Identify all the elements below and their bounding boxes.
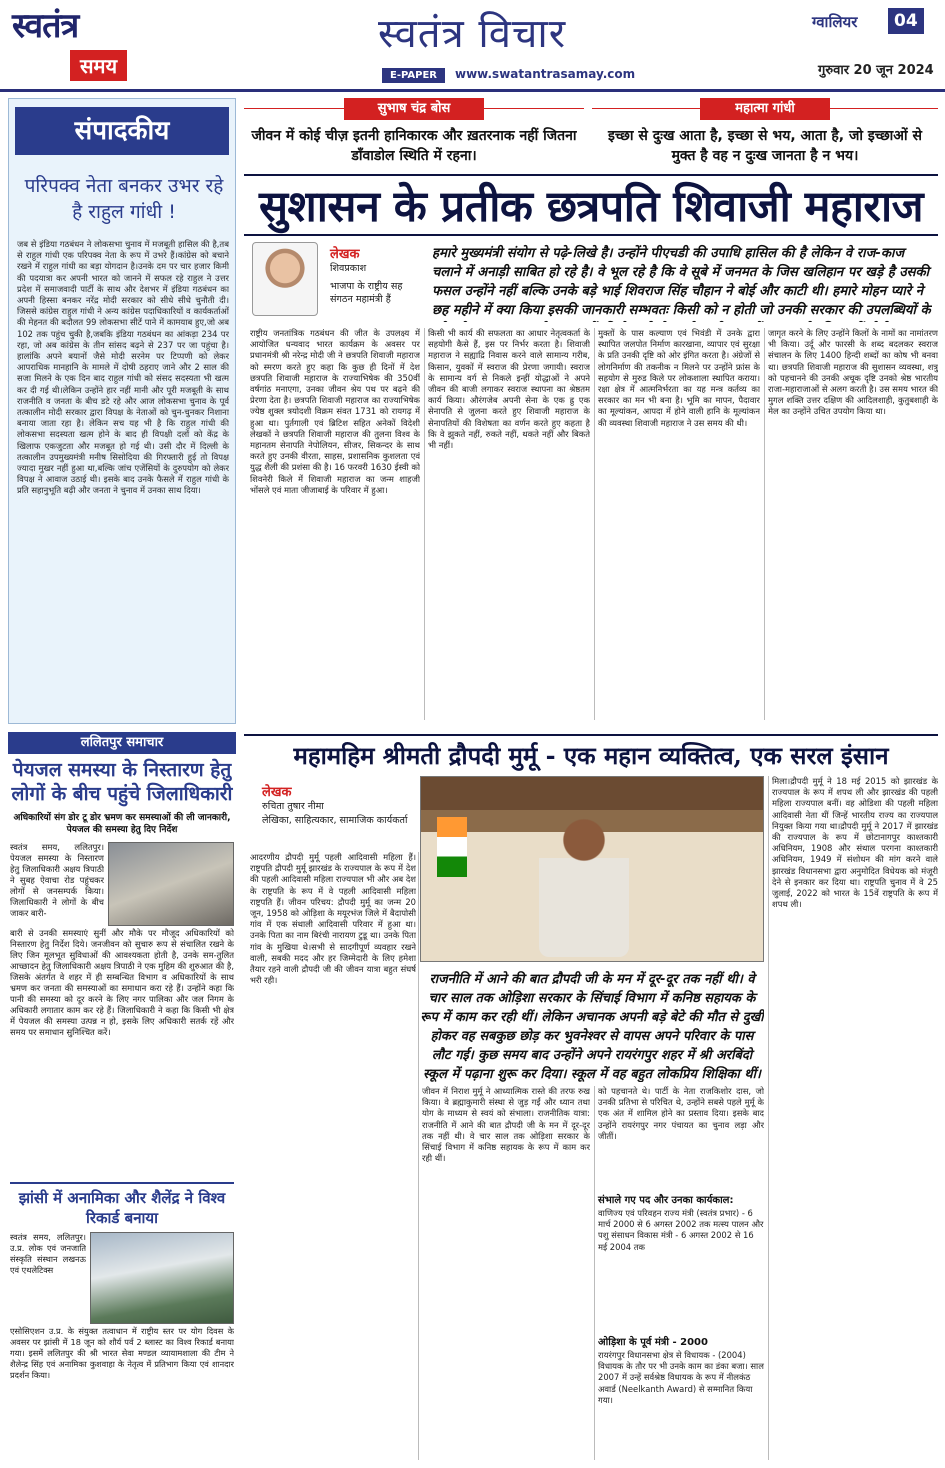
column-divider (418, 852, 419, 1460)
author-label: लेखक (262, 785, 292, 800)
offices-held-heading: संभाले गए पद और उनका कार्यकाल: (598, 1195, 734, 1206)
local-news-photo (108, 842, 234, 926)
newspaper-logo[interactable] (12, 6, 137, 86)
editorial-headline[interactable]: परिपक्व नेता बनकर उभर रहे है राहुल गांधी ! (24, 175, 224, 223)
editorial-body: जब से इंडिया गठबंधन ने लोकसभा चुनाव में मजबूती हासिल की है,तब से राहुल गांधी एक परिपक्व नेता के रूप में उभरे हैं।कांग्रेस को बचाने रखने में राहुल गांधी का बड़ा योगदान है।उनके दम पर चार हजार किमी की पदयात्रा कर अपनी भारत को जानने में सफल रहे राहुल ने उत्तर प्रदेश में समाजवादी पार्टी के साथ और देशभर में इंडिया गठबंधन का अपनी हिस्सा बनकर नरेंद्र मोदी सरकार को सीधे सीधे चुनौती दी। जिससे कांग्रेस राहुल गांधी ने अन्य कांग्रेस पदाधिकारियों व कार्यकर्ताओं की मेहनत की बदौलत 99 लोकसभा सीटें पाने में कामयाब हुए,जो अब 102 तक पहुंच चुकी है,जबकि इंडिया गठबंधन का आंकड़ा 234 पर रहा, जो अब कांग्रेस के तीन सांसद बढ़ने से 237 पर जा पहुंचा है।हालांकि अपने बयानों जैसे मोदी सरनेम पर टिप्पणी को लेकर आपराधिक मानहानि के मामले में दोषी ठहराए जाने और 2 साल की सजा मिलने के एक दिन बाद राहुल गांधी को संसद सदस्यता भी खत्म कर दी गई थी।लेकिन उन्होंने हार नहीं मानी और पूरी मजबूती के साथ राजनीति व जनता के बीच डटे रहे और आज लोकसभा चुनाव के पूर्व तत्कालीन मोदी सरकार द्वारा विपक्ष के नेताओं को चुन-चुनकर निशाना बनाया जाता रहा है। लेकिन सच यह भी है कि राहुल गांधी की लोकसभा सदस्यता खत्म होने के बाद ही विपक्षी दलों को केंद्र के खिलाफ एकजुटता और मजबूत हो गई थी। उसी दौर में दिल्ली के तत्कालीन उपमुख्यमंत्री मनीष सिसोदिया की गिरफ्तारी हुई तो विपक्ष ज्यादा मुखर नहीं हुआ था,बल्कि जांच एजेंसियों के दुरुपयोग को लेकर विपक्ष ने आवाज उठाई थी। इसके बाद उनके फैसले में राहुल गांधी के प्रति सहानुभूति बढ़ी और जनता ने चुनाव में उनका साथ दिया। (17, 239, 229, 496)
author-role: लेखिका, साहित्यकार, सामाजिक कार्यकर्ता (262, 815, 408, 826)
column-divider (768, 776, 769, 1460)
quote-text: जीवन में कोई चीज़ इतनी हानिकारक और ख़तरनाक नहीं जितना डाँवाडोल स्थिति में रहना। (251, 128, 577, 164)
murmu-article-column-4: मिला।द्रौपदी मुर्मू ने 18 मई 2015 को झारखंड के राज्यपाल के रूप में शपथ ली और झारखंड की पहली महिला राज्यपाल बनीं। वह ओडिशा की पहली महिला आदिवासी नेता थीं जिन्हें भारतीय राज्य का राज्यपाल नियुक्त किया गया था।द्रौपदी मुर्मू ने 2017 में झारखंड की राज्यपाल के रूप में छोटानागपुर काश्तकारी अधिनियम, 1908 और संथाल परगना काश्तकारी अधिनियम, 1949 में संशोधन की मांग करने वाले झारखंड विधानसभा द्वारा अनुमोदित विधेयक को मंजूरी देने से इनकार कर दिया था। राष्ट्रपति चुनाव में वे 25 जुलाई, 2022 को भारत के 15वें राष्ट्रपति के रूप में शपथ ली। (772, 776, 938, 910)
quote-author: सुभाष चंद्र बोस (344, 98, 484, 120)
local-news-body: बारी से उनकी समस्याएं सुनीं और मौके पर मौजूद अधिकारियों को निस्तारण हेतु निर्देश दिये। जनजीवन को सुचारु रूप से संचालित रखने के लिए जिन मूलभूत सुविधाओं की आवश्यकता होती है, उनके सम-तुलित आच्छादन हेतु जिलाधिकारी अक्षय त्रिपाठी ने एक मुहिम की शुरुआत की है, जिसके अंतर्गत वे शहर में ही सम्बन्धित विभाग व अधिकारियों के साथ भ्रमण कर जनता की समस्याओं का समाधान करा रहे हैं। उन्होंने कहा कि पानी की समस्या को दूर करने के लिए नगर पालिका और जल निगम के अधिकारी लगातार काम कर रहे हैं। जिलाधिकारी ने कहा कि किसी भी क्षेत्र में पेयजल की समस्या उत्पन्न न हो, इसके लिए अधिकारी सतर्क रहें और समय पर समाधान सुनिश्चित करें। (10, 928, 234, 1037)
quote-text: इच्छा से दुःख आता है, इच्छा से भय, आता है, जो इच्छाओं से मुक्त है वह न दुःख जानता है न भय। (608, 128, 922, 164)
logo-text-bottom: समय (70, 50, 127, 81)
author-avatar (252, 242, 318, 316)
quote-author: महात्मा गांधी (700, 98, 830, 120)
portrait-figure (539, 807, 629, 957)
shivaji-article-column-2: किसी भी कार्य की सफलता का आधार नेतृत्वकर्ता के सहयोगी कैसे हैं, इस पर निर्भर करता है। शिवाजी महाराज ने सह्याद्रि निवास करने वाले सामान्य गरीब, किसान, युवकों में स्वराज की प्रेरणा जगायी। स्वराज के सामान्य वर्ग से निकले इन्हीं योद्धाओं ने अपने जीवन की बाजी लगाकर स्वराज स्थापना का श्रेष्ठतम कार्य किया। औरंगजेब अपनी सेना के एक ह्रु एक सेनापति से जुलना करते हुए शिवाजी महाराज के सेनापतियों की विशेषता का वर्णन करते हुए कहता है कि वे झुकते नहीं, रुकते नहीं, थकते नहीं और बिकते भी नहीं। (428, 328, 590, 451)
local-news-body-intro: स्वतंत्र समय, ललितपुर। पेयजल समस्या के निस्तारण हेतु जिलाधिकारी अक्षय त्रिपाठी ने सुबह ऐवाचा रोड पहुंचकर लोगों से जनसम्पर्क किया। जिलाधिकारी ने लोगों के बीच जाकर बारी- (10, 842, 104, 918)
local-news-section-title: ललितपुर समाचार (8, 732, 236, 754)
page-number: 04 (888, 8, 924, 34)
murmu-article-column-2: जीवन में निराश मुर्मू ने आध्यात्मिक रास्ते की तरफ रुख किया। वे ब्रह्माकुमारी संस्था से जुड़ गईं और ध्यान तथा योग के माध्यम से स्वयं को संभाला। राजनीतिक यात्रा: राजनीति में आने की बात द्रौपदी जी के मन में दूर-दूर तक नहीं थी। वे चार साल तक ओड़िशा सरकार के सिंचाई विभाग में कनिष्ठ सहायक के रूप में काम कर रही थीं। (422, 1086, 590, 1164)
column-divider (764, 328, 765, 720)
editorial-section-title: संपादकीय (15, 107, 229, 155)
editorial-panel (8, 98, 236, 724)
masthead (0, 0, 945, 92)
flag-icon (437, 817, 467, 877)
quote-block-gandhi (592, 98, 938, 170)
jhansi-news-body-intro: स्वतंत्र समय, ललितपुर। उ.प्र. लोक एवं जनजाति संस्कृति संस्थान लखनऊ एवं एथलेटिक्स (10, 1232, 86, 1275)
murmu-photo (420, 776, 764, 962)
jhansi-news-photo (90, 1232, 234, 1324)
jhansi-news-body: एसोसिएशन उ.प्र. के संयुक्त तत्वाधान में राष्ट्रीय स्तर पर योग दिवस के अवसर पर झांसी में 18 जून को शौर्य पर्व 2 ब्लास्ट का विश्व रिकार्ड बनाया गया। इसमें ललितपुर की श्री भारत सेवा मण्डल व्यायामशाला की टीम ने शैलेन्द्र सिंह एवं अनामिका कुशवाहा के नेतृत्व में प्रतिभाग किया एवं शानदार प्रदर्शन किया। (10, 1326, 234, 1380)
author-name: रुचिता तुषार नीमा (262, 801, 324, 812)
epaper-badge: E-PAPER (382, 68, 445, 83)
murmu-article-column-3: को पहचानते थे। पार्टी के नेता राजकिशोर दास, जो उनकी प्रतिभा से परिचित थे, उन्होंने सबसे पहले मुर्मू के एक अंत में शामिल होने का प्रस्ताव दिया। इसके बाद उन्होंने रायरंगपुर नगर पंचायत का चुनाव लड़ा और जीतीं। (598, 1086, 764, 1141)
shivaji-article-deck: हमारे मुख्यमंत्री संयोग से पढ़े-लिखे है। उन्होंने पीएचडी की उपाधि हासिल की है लेकिन वे राज-काज चलाने में अनाड़ी साबित हो रहे है। वे भूल रहे है कि वे सूबे में जनमत के जिस खलिहान पर खड़े है उसकी फसल उन्होंने नहीं बल्कि उनके बड़े भाई शिवराज सिंह चौहान ने बोई और काटी थी। हमारे मोहन प्यारे ने छह महीने में क्या किया इसकी जानकारी सम्भवतः किसी को न होती जो उनकी सरकार की उपलब्धियों के (432, 246, 931, 318)
column-divider (424, 328, 425, 720)
shivaji-article-headline[interactable]: सुशासन के प्रतीक छत्रपति शिवाजी महाराज (244, 174, 938, 236)
author-name: शिवप्रकाश (330, 263, 367, 274)
shivaji-article-column-4: जागृत करने के लिए उन्होंने किलों के नामों का नामांतरण भी किया। उर्दू और फारसी के शब्द बदलकर स्वराज संचालन के लिए 1400 हिन्दी शब्दों का कोष भी बनवा था। छत्रपति शिवाजी महाराज की सुशासन व्यवस्था, शत्रु को पहचानने की उनकी अचूक दृष्टि उनको श्रेष्ठ भारतीय राजा-महाराजाओं से अलग करती है। उस समय भारत की मुगल शक्ति उत्तर दक्षिण की आदिलशाही, कुतुबशाही के मेल का उन्होंने उचित उपयोग किया था। (768, 328, 938, 417)
quote-block-bose (244, 98, 584, 170)
shivaji-article-column-1: राष्ट्रीय जनतांत्रिक गठबंधन की जीत के उपलक्ष्य में आयोजित धन्यवाद भारत कार्यक्रम के अवसर पर प्रधानमंत्री श्री नरेन्द्र मोदी जी ने छत्रपति शिवाजी महाराज को स्मरण करते हुए कहा कि कुछ ही दिनों में देश छत्रपति शिवाजी महाराज के राज्याभिषेक की 350वीं वर्षगांठ मनाएगा, उनका जीवन श्रेय पथ पर बढ़ने की प्रेरणा देता है। छत्रपति शिवाजी महाराज का राज्याभिषेक ज्येष्ठ शुक्ल त्रयोदशी विक्रम संवत 1731 को रायगढ़ में हुआ था। पुर्तगाली एवं ब्रिटिश सहित अनेकों विदेशी लेखकों ने छत्रपति शिवाजी महाराज की तुलना विश्व के महानतम सेनापति नेपोलियन, सीजर, सिकन्दर के साथ करते हुए उनकी वीरता, साहस, प्रशासनिक कुशलता एवं युद्ध शैली की प्रशंसा की है। 16 फरवरी 1630 ईस्वी को शिवनेरी किले में शिवाजी महाराज का जन्म शाहजी भोंसले एवं माता जीजाबाई के परिवार में हुआ। (250, 328, 420, 495)
logo-text-top: स्वतंत्र (12, 6, 79, 46)
page-title: स्वतंत्र विचार (378, 11, 567, 57)
column-divider (594, 1086, 595, 1460)
local-news-headline[interactable]: पेयजल समस्या के निस्तारण हेतु लोगों के बीच पहुंचे जिलाधिकारी (11, 759, 233, 805)
column-divider (594, 328, 595, 720)
shivaji-article-column-3: मुक्तों के पास कल्याण एवं भिवंडी में उनके द्वारा स्थापित जलपोत निर्माण कारखाना, व्यापार एवं सुरक्षा के प्रति उनकी दृष्टि को ओर इंगित करता है। अंग्रेजों से लोगनिर्माण की तकनीक न मिलने पर उन्होंने फ्रांस के सहयोग से मुरुड किले पर लोकशाला स्थापित कराया। रक्षा क्षेत्र में आत्मनिर्भरता का यह मन्त्र कर्तव्य का सरकार का मन भी बना है। भूमि का मापन, पैदावार का मूल्यांकन, आपदा में होने वाली हानि के मूल्यांकन की व्यवस्था शिवाजी महाराज ने उस समय की थी। (598, 328, 760, 428)
odisha-minister-heading: ओड़िशा के पूर्व मंत्री - 2000 (598, 1337, 708, 1348)
murmu-article-deck: राजनीति में आने की बात द्रौपदी जी के मन में दूर-दूर तक नहीं थी। वे चार साल तक ओड़िशा सरकार के सिंचाई विभाग में कनिष्ठ सहायक के रूप में काम कर रही थीं। लेकिन अचानक अपनी बड़े बेटे की मौत से दुखी होकर वह सबकुछ छोड़ कर भुवनेश्वर से वापस अपने परिवार के पास लौट गई। कुछ समय बाद उन्होंने अपने रायरंगपुर शहर में श्री अरबिंदो स्कूल में पढ़ाना शुरू कर दिया। स्कूल में वह बहुत लोकप्रिय शिक्षिका थीं। (420, 972, 764, 1082)
author-role: भाजपा के राष्ट्रीय सह संगठन महामंत्री हैं (330, 281, 403, 305)
edition-city: ग्वालियर (812, 13, 858, 31)
offices-held-list: वाणिज्य एवं परिवहन राज्य मंत्री (स्वतंत्र प्रभार) - 6 मार्च 2000 से 6 अगस्त 2002 तक मत्स्य पालन और पशु संसाधन विकास मंत्री - 6 अगस्त 2002 से 16 मई 2004 तक (598, 1208, 764, 1252)
author-label: लेखक (330, 247, 360, 262)
local-news-subhead: अधिकारियों संग डोर टू डोर भ्रमण कर समस्याओं की ली जानकारी, पेयजल की समस्या हेतु दिए निर्देश (13, 813, 231, 835)
murmu-article-column-1: आदरणीय द्रौपदी मुर्मू पहली आदिवासी महिला हैं।राष्ट्रपति द्रौपदी मुर्मू झारखंड के राज्यपाल के रूप में देश की पहली आदिवासी महिला राज्यपाल भी और अब देश के राष्ट्रपति के रूप में वे पहली आदिवासी महिला राष्ट्रपति हैं। जीवन परिचय: द्रौपदी मुर्मू का जन्म 20 जून, 1958 को ओड़िशा के मयूरभंज जिले में बैदापोसी गांव में एक संथाली आदिवासी परिवार में हुआ था। उनके पिता का नाम बिरंची नारायण टुडू था। उनके पिता गांव के मुखिया थे।सभी से सादगीपूर्ण व्यवहार रखने वाली, सबकी मदद और हर जिम्मेदारी के लिए हमेशा तैयार रहने वाली द्रौपदी जी की जीवन यात्रा बहुत संघर्ष भरी रही। (250, 852, 416, 986)
website-link[interactable]: www.swatantrasamay.com (455, 67, 636, 81)
odisha-minister-body: रायरंगपुर विधानसभा क्षेत्र से विधायक - (2004) विधायक के तौर पर भी उनके काम का डंका बजा। साल 2007 में उन्हें सर्वश्रेष्ठ विधायक के रूप में नीलकंठ अवार्ड (Neelkanth Award) से सम्मानित किया गया। (598, 1350, 764, 1405)
murmu-article-headline[interactable]: महामहिम श्रीमती द्रौपदी मुर्मू - एक महान व्यक्तित्व, एक सरल इंसान (244, 734, 938, 774)
jhansi-news-headline[interactable]: झांसी में अनामिका और शैलेंद्र ने विश्व रिकार्ड बनाया (10, 1182, 234, 1228)
issue-date: गुरुवार 20 जून 2024 (818, 63, 934, 78)
